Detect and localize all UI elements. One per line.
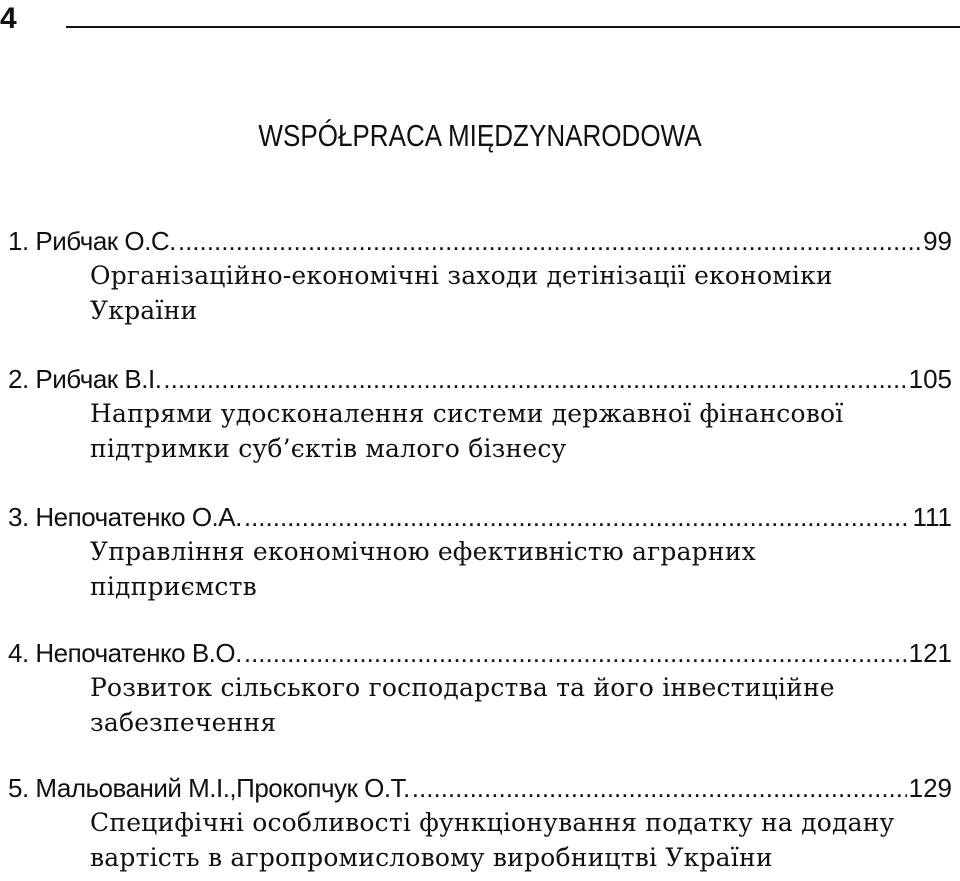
toc-entry[interactable] [8,224,952,328]
toc-entry-heading [8,636,952,670]
toc-entry-title-line: Організаційно-економічні заходи детінізації економіки [90,261,833,290]
toc-entry-page[interactable]: 129 [908,773,952,803]
toc-entry-title-line: підтримки суб’єктів малого бізнесу [90,434,567,463]
toc-entry-author: 3. Непочатенко О.А. [8,502,242,532]
toc-entry-title-line: вартість в агропромисловому виробництві України [90,843,773,872]
toc-entry-page[interactable]: 121 [908,638,952,668]
dot-leader [412,771,907,805]
toc-entry-heading [8,362,952,396]
toc-entry-heading [8,771,952,805]
toc-entry-heading [8,500,952,534]
toc-entry-title-line: Специфічні особливості функціонування податку на додану [90,808,895,837]
toc-entry-heading [8,224,952,258]
toc-entry-title-line: забезпечення [90,708,277,737]
dot-leader [178,224,921,258]
toc-entry[interactable] [8,362,952,466]
toc-entry-title-line: України [90,296,198,325]
toc-entry-page[interactable]: 111 [912,502,952,532]
header-rule [66,26,960,28]
toc-entry-title-line: Напрями удосконалення системи державної фінансової [90,399,844,428]
toc-entry[interactable] [8,636,952,740]
page-number: 4 [0,2,17,35]
dot-leader [244,636,907,670]
toc-entry-author: 4. Непочатенко В.О. [8,638,242,668]
section-title: WSPÓŁPRACA MIĘDZYNARODOWA [258,118,702,153]
toc-entry-author: 5. Мальований М.І.,Прокопчук О.Т. [8,773,410,803]
dot-leader [163,362,906,396]
toc-entry-page[interactable]: 99 [923,226,952,256]
toc-entry-title-line: Управління економічною ефективністю аграрних [90,537,756,566]
toc-entry-author: 1. Рибчак О.С. [8,226,176,256]
toc-entry-title-line: Розвиток сільського господарства та його інвестиційне [90,673,835,702]
dot-leader [244,500,911,534]
toc-entry[interactable] [8,771,952,875]
toc-entry-title-line: підприємств [90,572,257,601]
toc-entry-page[interactable]: 105 [908,364,952,394]
toc-entry[interactable] [8,500,952,604]
toc-entry-author: 2. Рибчак В.І. [8,364,162,394]
